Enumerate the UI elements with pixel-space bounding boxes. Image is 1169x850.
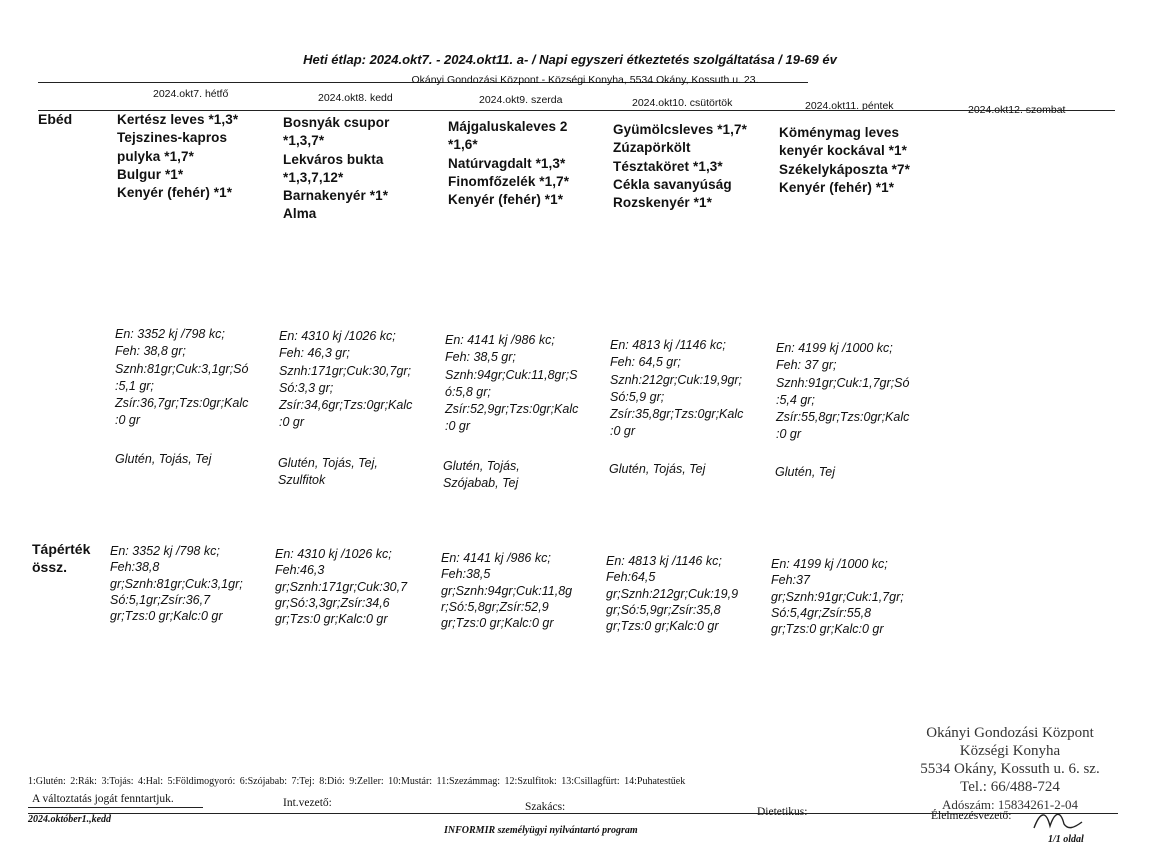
kitchen-stamp [895,724,1125,814]
summary-line: r;Só:5,8gr;Zsír:52,9 [441,599,549,614]
print-date: 2024.október1.,kedd [28,814,112,825]
dish: Köménymag leves [779,125,900,140]
stamp-line: 5534 Okány, Kossuth u. 6. sz. [920,761,1100,777]
nutrition-line: Feh: 37 gr; [776,358,837,373]
summary-line: gr;Tzs:0 gr;Kalc:0 gr [441,616,554,631]
summary-monday [110,543,243,624]
nutrition-wednesday [445,332,578,436]
allergen-line: Szulfitok [278,473,326,487]
dish: pulyka *1,7* [117,148,194,164]
summary-line: gr;Tzs:0 gr;Kalc:0 gr [606,619,719,634]
dish: *1,6* [448,137,478,153]
summary-line: En: 4141 kj /986 kc; [441,551,551,565]
summary-line: gr;Tzs:0 gr;Kalc:0 gr [771,622,884,637]
lunch-row-label: Ebéd [38,111,73,127]
nutrition-thursday [610,337,743,441]
nutrition-line: Zsír:35,8gr;Tzs:0gr;Kalc [610,407,744,422]
meal-thursday [613,121,747,212]
nutrition-line: :5,4 gr; [776,392,815,407]
nutrition-line: En: 4813 kj /1146 kc; [610,338,726,352]
dish: Gyümölcsleves *1,7* [613,122,747,137]
nutrition-line: En: 4310 kj /1026 kc; [279,329,396,343]
dish: Kenyér (fehér) *1* [779,179,895,195]
dish: Bosnyák csupor [283,115,390,130]
meal-monday [117,111,238,202]
summary-line: En: 4813 kj /1146 kc; [606,554,722,568]
dish: Barnakenyér *1* [283,188,389,204]
nutrition-line: Feh: 38,5 gr; [445,350,516,365]
dish: Lekváros bukta [283,151,384,167]
summary-line: Feh:37 [771,573,810,588]
dish: Rozskenyér *1* [613,195,712,211]
allergens-monday [115,451,211,468]
nutrition-line: :0 gr [610,424,636,439]
summary-line: gr;Sznh:171gr;Cuk:30,7 [275,579,408,594]
dish: Kenyér (fehér) *1* [117,185,233,201]
allergens-wednesday [443,458,520,492]
nutrition-line: :0 gr [445,419,471,434]
nutrition-line: Feh: 38,8 gr; [115,344,186,359]
dish: Tésztaköret *1,3* [613,158,723,174]
menu-title: Heti étlap: 2024.okt7. - 2024.okt11. a- / Napi egyszeri étkeztetés szolgáltatása / 19-69 év [303,52,837,67]
director-label: Int.vezető: [283,797,332,809]
dish: *1,3,7,12* [283,169,344,185]
nutrition-line: ó:5,8 gr; [445,384,491,399]
nutrition-line: Sznh:91gr;Cuk:1,7gr;Só [776,375,910,390]
dish: Kenyér (fehér) *1* [448,192,564,208]
day-header-friday: 2024.okt11. péntek [805,100,894,112]
allergen-line: Glutén, Tojás, Tej [115,452,212,466]
allergen-line: Glutén, Tej [775,465,835,479]
nutrition-line: Sznh:81gr;Cuk:3,1gr;Só [115,361,249,376]
nutrition-line: :0 gr [115,413,141,428]
allergen-line: Glutén, Tojás, [443,459,520,473]
nutrition-line: En: 3352 kj /798 kc; [115,327,225,341]
summary-line: Só:5,1gr;Zsír:36,7 [110,592,211,607]
dish: Májgaluskaleves 2 [448,119,568,134]
stamp-line: Tel.: 66/488-724 [960,779,1060,795]
summary-line: Só:5,4gr;Zsír:55,8 [771,605,872,620]
day-header-thursday: 2024.okt10. csütörtök [632,97,733,109]
nutrition-line: :0 gr [279,415,305,430]
nutrition-line: En: 4199 kj /1000 kc; [776,341,893,355]
summary-line: gr;Sznh:94gr;Cuk:11,8g [441,583,573,598]
dish: Cékla savanyúság [613,176,732,192]
nutrition-line: :0 gr [776,427,802,442]
day-header-saturday: 2024.okt12. szombat [968,104,1066,116]
food-manager-label: Élelmezésvezető: [931,810,1012,822]
dish: Tejszines-kapros [117,130,228,146]
summary-wednesday [441,550,572,631]
nutrition-line: :5,1 gr; [115,378,154,393]
dish: Kertész leves *1,3* [117,112,239,127]
nutrition-line: Feh: 46,3 gr; [279,346,350,361]
signature-mark [1030,806,1090,834]
allergen-line: Szójabab, Tej [443,476,519,490]
nutrition-monday [115,326,248,430]
allergen-line: Glutén, Tojás, Tej [609,462,706,476]
specialist-label: Szakács: [525,801,566,813]
nutrition-line: Zsír:36,7gr;Tzs:0gr;Kalc [115,396,249,411]
summary-friday [771,556,904,637]
summary-line: gr;Só:3,3gr;Zsír:34,6 [275,595,390,610]
nutrition-friday [776,340,909,444]
nutrition-line: Sznh:171gr;Cuk:30,7gr; [279,363,412,378]
summary-line: gr;Sznh:91gr;Cuk:1,7gr; [771,589,904,604]
summary-line: gr;Tzs:0 gr;Kalc:0 gr [110,609,223,624]
summary-line: Feh:38,5 [441,567,491,582]
program-name: INFORMIR személyügyi nyilvántartó program [444,825,638,836]
dish: Alma [283,206,317,222]
allergens-friday [775,464,835,481]
dietitian-label: Dietetikus: [757,806,808,818]
summary-thursday [606,553,738,634]
summary-line: gr;Só:5,9gr;Zsír:35,8 [606,602,721,617]
nutrition-line: Só:5,9 gr; [610,389,665,404]
dish: *1,3,7* [283,133,325,149]
dish: Székelykáposzta *7* [779,161,910,177]
summary-line: gr;Sznh:81gr;Cuk:3,1gr; [110,576,243,591]
kitchen-address: Okányi Gondozási Központ - Községi Konyha, 5534 Okány, Kossuth u. 23. [411,74,759,86]
nutrition-line: Sznh:94gr;Cuk:11,8gr;S [445,367,578,382]
nutrition-line: Sznh:212gr;Cuk:19,9gr; [610,372,743,387]
day-header-monday: 2024.okt7. hétfő [153,88,229,100]
nutrition-line: Zsír:55,8gr;Tzs:0gr;Kalc [776,410,910,425]
summary-tuesday [275,546,407,627]
nutrition-line: Só:3,3 gr; [279,380,334,395]
nutrition-line: Zsír:34,6gr;Tzs:0gr;Kalc [279,398,413,413]
allergen-legend: 1:Glutén: 2:Rák: 3:Tojás: 4:Hal: 5:Földimogyoró: 6:Szójabab: 7:Tej: 8:Dió: 9:Zeller: 10:Mustár: 11:Szezámmag: 12:Szulfitok: 13:Csillagfürt: 14:Puhatestűek [28,776,686,787]
summary-row-label-2: össz. [32,559,68,575]
summary-line: Feh:64,5 [606,570,656,585]
page-number: 1/1 oldal [1048,834,1084,845]
dish: Bulgur *1* [117,166,184,182]
summary-line: En: 3352 kj /798 kc; [110,544,220,558]
nutrition-tuesday [279,328,412,432]
allergens-tuesday [278,455,378,489]
summary-line: gr;Sznh:212gr;Cuk:19,9 [606,586,739,601]
stamp-line: Községi Konyha [959,743,1061,759]
summary-line: Feh:38,8 [110,560,160,575]
meal-tuesday [283,114,389,224]
allergen-line: Glutén, Tojás, Tej, [278,456,378,470]
dish: Natúrvagdalt *1,3* [448,155,566,171]
dish: Zúzapörkölt [613,140,691,156]
day-header-wednesday: 2024.okt9. szerda [479,94,563,106]
dish: kenyér kockával *1* [779,143,907,159]
stamp-line: Adószám: 15834261-2-04 [941,797,1079,812]
nutrition-line: En: 4141 kj /986 kc; [445,333,555,347]
meal-wednesday [448,118,569,209]
meal-friday [779,124,910,197]
nutrition-line: Feh: 64,5 gr; [610,355,681,370]
signature-line [28,813,1118,814]
summary-line: En: 4310 kj /1026 kc; [275,547,392,561]
rights-notice: A változtatás jogát fenntartjuk. [32,793,174,805]
nutrition-line: Zsír:52,9gr;Tzs:0gr;Kalc [445,402,579,417]
summary-line: En: 4199 kj /1000 kc; [771,557,888,571]
summary-line: Feh:46,3 [275,563,325,578]
rights-underline [28,807,203,808]
stamp-line: Okányi Gondozási Központ [926,725,1094,741]
summary-line: gr;Tzs:0 gr;Kalc:0 gr [275,612,388,627]
dish: Finomfőzelék *1,7* [448,173,570,189]
summary-row-label: Tápérték [32,541,91,557]
day-header-tuesday: 2024.okt8. kedd [318,92,393,104]
allergens-thursday [609,461,705,478]
